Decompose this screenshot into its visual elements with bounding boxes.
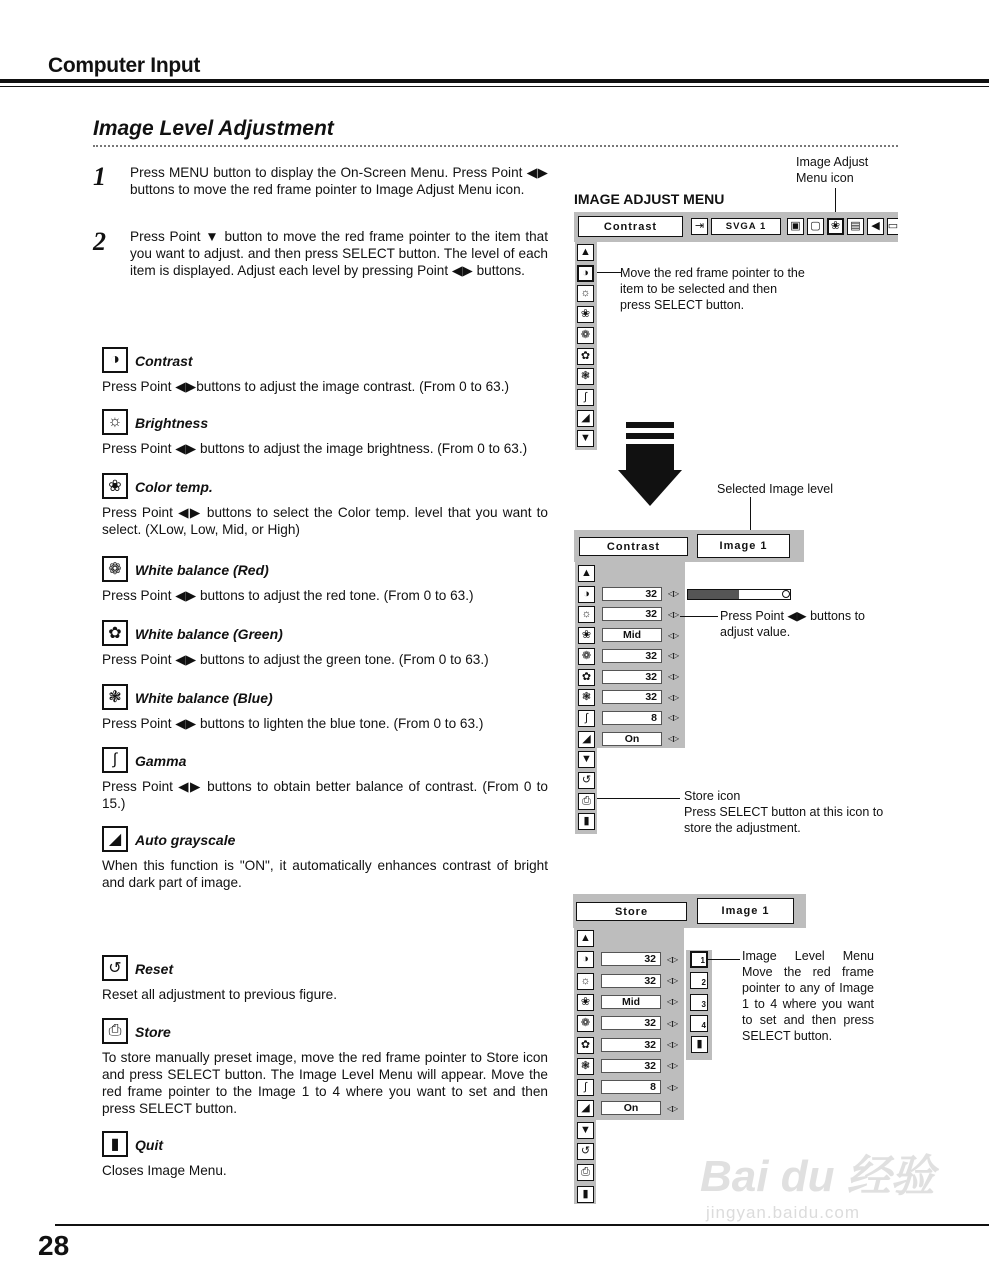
white-balance-red-icon[interactable]: ❁	[577, 1015, 594, 1032]
item-description: Press Point ◀▶buttons to adjust the image contrast. (From 0 to 63.)	[102, 379, 510, 394]
white-balance-blue-icon[interactable]: ❃	[578, 689, 595, 706]
brightness-icon[interactable]: ☼	[578, 606, 595, 623]
value-field[interactable]: 32	[602, 690, 662, 704]
adjust-arrows-icon[interactable]: ◁▷	[667, 651, 679, 661]
gamma-icon: ∫	[102, 747, 128, 773]
gamma-icon[interactable]: ∫	[577, 1079, 594, 1096]
image-adjust-menu-icon[interactable]: ❀	[827, 218, 844, 235]
input-icon[interactable]: ⇥	[691, 218, 708, 235]
brightness-icon[interactable]: ☼	[577, 285, 594, 302]
adjust-arrows-icon[interactable]: ◁▷	[666, 1061, 678, 1071]
item-description: Closes Image Menu.	[102, 1163, 227, 1178]
white-balance-green-icon[interactable]: ✿	[577, 1037, 594, 1054]
item-title: Brightness	[135, 415, 209, 431]
adjust-arrows-icon[interactable]: ◁▷	[667, 589, 679, 599]
auto-grayscale-icon[interactable]: ◢	[578, 731, 595, 748]
store-icon-callout: Store icon Press SELECT button at this icon to store the adjustment.	[684, 789, 884, 835]
watermark: Bai du 经验	[700, 1152, 935, 1201]
slider-knob[interactable]	[782, 590, 790, 598]
section-title: Image Level Adjustment	[93, 117, 334, 140]
gamma-icon[interactable]: ∫	[578, 710, 595, 727]
item-description: Press Point ◀▶ buttons to select the Color temp. level that you want to select. (XLow, Low, Mid, or High)	[102, 505, 548, 537]
pc-adjust-icon[interactable]: ▣	[787, 218, 804, 235]
value-field[interactable]: On	[602, 732, 662, 746]
adjust-arrows-icon[interactable]: ◁▷	[666, 1040, 678, 1049]
menu3-selected-item[interactable]: Store	[576, 902, 687, 921]
image-adjust-menu-label: IMAGE ADJUST MENU	[574, 191, 725, 207]
watermark-url: jingyan.baidu.com	[706, 1203, 861, 1222]
auto-grayscale-icon: ◢	[102, 826, 128, 852]
item-description: Reset all adjustment to previous figure.	[102, 987, 337, 1002]
up-arrow-icon[interactable]: ▲	[577, 244, 594, 261]
down-arrow-icon[interactable]: ▼	[577, 430, 594, 447]
white-balance-blue-icon[interactable]: ❃	[577, 1058, 594, 1075]
value-field[interactable]: 32	[602, 607, 662, 621]
menu3-image-level[interactable]: Image 1	[697, 898, 794, 924]
gamma-icon[interactable]: ∫	[577, 389, 594, 406]
image-slot-4[interactable]: 4	[690, 1015, 708, 1032]
adjust-arrows-icon[interactable]: ◁▷	[667, 734, 679, 744]
up-arrow-icon[interactable]: ▲	[578, 565, 595, 582]
value-field[interactable]: 32	[602, 587, 662, 601]
menu1-side-callout: Move the red frame pointer to the item to be selected and then press SELECT button.	[620, 266, 805, 312]
item-title: White balance (Red)	[135, 562, 269, 578]
step-1-number: 1	[93, 162, 106, 191]
chapter-title: Computer Input	[48, 54, 201, 77]
item-description: When this function is "ON", it automatically enhances contrast of bright and dark part of image.	[102, 858, 548, 890]
color-temp-icon[interactable]: ❀	[577, 306, 594, 323]
step-1-text: Press MENU button to display the On-Screen Menu. Press Point ◀▶ buttons to move the red frame pointer to Image Adjust Menu icon.	[130, 165, 548, 197]
store-icon[interactable]: ⎙	[577, 1164, 594, 1181]
adjust-arrows-icon[interactable]: ◁▷	[666, 1103, 678, 1113]
callout-line	[597, 798, 680, 799]
arrow-shaft	[626, 444, 674, 470]
reset-icon: ↺	[102, 955, 128, 981]
image-slot-1[interactable]: 1	[690, 951, 708, 968]
page-number: 28	[38, 1230, 70, 1261]
white-balance-blue-icon: ❃	[102, 684, 128, 710]
menu2-selected-item[interactable]: Contrast	[579, 537, 688, 556]
callout-line	[708, 959, 740, 960]
header-rule-thin	[0, 86, 989, 87]
image-select-icon[interactable]: ▤	[847, 218, 864, 235]
color-temp-icon[interactable]: ❀	[577, 994, 594, 1011]
item-title: Store	[135, 1024, 171, 1040]
item-title: White balance (Green)	[135, 626, 283, 642]
up-arrow-icon[interactable]: ▲	[577, 930, 594, 947]
store-icon: ⎙	[102, 1018, 128, 1044]
brightness-icon[interactable]: ☼	[577, 973, 594, 990]
source-box[interactable]: SVGA 1	[711, 218, 781, 235]
value-field[interactable]: 8	[602, 711, 662, 725]
adjust-arrows-icon[interactable]: ◁▷	[666, 954, 678, 964]
quit-icon[interactable]: ▮	[691, 1036, 708, 1053]
white-balance-red-icon[interactable]: ❁	[577, 327, 594, 344]
item-title: Auto grayscale	[135, 832, 236, 848]
down-arrow-icon[interactable]: ▼	[578, 751, 595, 768]
value-field[interactable]: On	[601, 1101, 661, 1115]
header-rule	[0, 79, 989, 83]
quit-icon: ▮	[102, 1131, 128, 1157]
quit-icon[interactable]: ▮	[577, 1186, 594, 1203]
item-title: Reset	[135, 961, 174, 977]
item-description: Press Point ◀▶ buttons to adjust the image brightness. (From 0 to 63.)	[102, 441, 528, 456]
item-description: Press Point ◀▶ buttons to adjust the red tone. (From 0 to 63.)	[102, 588, 474, 603]
image-slot-3[interactable]: 3	[690, 994, 708, 1011]
white-balance-green-icon[interactable]: ✿	[578, 669, 595, 686]
adjust-arrows-icon[interactable]: ◁▷	[667, 713, 679, 723]
arrow-bar	[626, 433, 674, 439]
auto-grayscale-icon[interactable]: ◢	[577, 410, 594, 427]
white-balance-red-icon: ❁	[102, 556, 128, 582]
down-arrow-icon	[618, 470, 682, 506]
contrast-icon[interactable]: ◑	[577, 265, 594, 282]
value-field[interactable]: 8	[601, 1080, 661, 1094]
step-2-number: 2	[93, 227, 106, 256]
adjust-arrows-icon[interactable]: ◁▷	[666, 1018, 678, 1028]
brightness-icon: ☼	[102, 409, 128, 435]
image-level-menu-callout: Image Level Menu Move the red frame pointer to any of Image 1 to 4 where you want to set and then press SELECT button.	[742, 949, 874, 1043]
quit-icon[interactable]: ▮	[578, 813, 595, 830]
down-arrow-icon[interactable]: ▼	[577, 1122, 594, 1139]
screen-icon[interactable]: ▢	[807, 218, 824, 235]
color-temp-icon: ❀	[102, 473, 128, 499]
selected-level-callout: Selected Image level	[717, 482, 834, 496]
menu2-adjust-callout: Press Point ◀▶ buttons to adjust value.	[720, 609, 865, 639]
menu-icon-callout: Image Adjust Menu icon	[796, 155, 869, 185]
reset-icon[interactable]: ↺	[577, 1143, 594, 1160]
dotted-divider	[93, 145, 898, 147]
color-temp-icon[interactable]: ❀	[578, 627, 595, 644]
auto-grayscale-icon[interactable]: ◢	[577, 1100, 594, 1117]
item-title: Color temp.	[135, 479, 213, 495]
value-field[interactable]: 32	[601, 952, 661, 966]
menu1-selected-item[interactable]: Contrast	[578, 216, 683, 237]
adjust-arrows-icon[interactable]: ◁▷	[666, 976, 678, 986]
callout-line	[680, 616, 718, 617]
value-field[interactable]: 32	[601, 1016, 661, 1030]
adjust-arrows-icon[interactable]: ◁▷	[667, 692, 679, 702]
item-title: White balance (Blue)	[135, 690, 273, 706]
value-field[interactable]: 32	[601, 974, 661, 988]
value-field[interactable]: 32	[601, 1038, 661, 1052]
contrast-icon: ◑	[102, 347, 128, 373]
step-2-text: Press Point ▼ button to move the red frame pointer to the item that you want to adjust. and then press SELECT button. The level of each item is displayed. Adjust each level by pressing Point ◀▶ buttons.	[130, 229, 548, 278]
value-field[interactable]: Mid	[602, 628, 662, 642]
item-description: Press Point ◀▶ buttons to obtain better balance of contrast. (From 0 to 15.)	[102, 779, 548, 811]
value-field[interactable]: 32	[602, 670, 662, 684]
value-slider-fill	[688, 590, 739, 599]
adjust-arrows-icon[interactable]: ◁▷	[666, 1082, 678, 1092]
sound-icon[interactable]: ◀	[867, 218, 884, 235]
white-balance-green-icon[interactable]: ✿	[577, 348, 594, 365]
value-field[interactable]: Mid	[601, 995, 661, 1009]
contrast-icon[interactable]: ◑	[577, 951, 594, 968]
image-slot-2[interactable]: 2	[690, 972, 708, 989]
item-description: Press Point ◀▶ buttons to lighten the blue tone. (From 0 to 63.)	[102, 716, 484, 731]
arrow-bar	[626, 422, 674, 428]
contrast-icon[interactable]: ◑	[578, 586, 595, 603]
item-description: Press Point ◀▶ buttons to adjust the green tone. (From 0 to 63.)	[102, 652, 489, 667]
callout-line	[597, 272, 621, 273]
white-balance-green-icon: ✿	[102, 620, 128, 646]
menu2-image-level[interactable]: Image 1	[697, 534, 790, 558]
adjust-arrows-icon[interactable]: ◁▷	[667, 609, 679, 619]
adjust-arrows-icon[interactable]: ◁▷	[667, 630, 679, 640]
adjust-arrows-icon[interactable]: ◁▷	[666, 997, 678, 1007]
setting-icon[interactable]: ▭	[887, 218, 898, 235]
item-description: To store manually preset image, move the red frame pointer to Store icon and press SELECT button. The Image Level Menu will appear. Move the red frame pointer to the Image 1 to 4 where you want to set and then press SELECT button.	[102, 1050, 548, 1116]
adjust-arrows-icon[interactable]: ◁▷	[667, 672, 679, 681]
white-balance-red-icon[interactable]: ❁	[578, 648, 595, 665]
value-slider[interactable]	[687, 589, 791, 600]
item-title: Gamma	[135, 753, 187, 769]
white-balance-blue-icon[interactable]: ❃	[577, 368, 594, 385]
value-field[interactable]: 32	[602, 649, 662, 663]
footer-rule	[55, 1224, 989, 1226]
store-icon[interactable]: ⎙	[578, 793, 595, 810]
value-field[interactable]: 32	[601, 1059, 661, 1073]
item-title: Quit	[135, 1137, 163, 1153]
reset-icon[interactable]: ↺	[578, 772, 595, 789]
item-title: Contrast	[135, 353, 193, 369]
